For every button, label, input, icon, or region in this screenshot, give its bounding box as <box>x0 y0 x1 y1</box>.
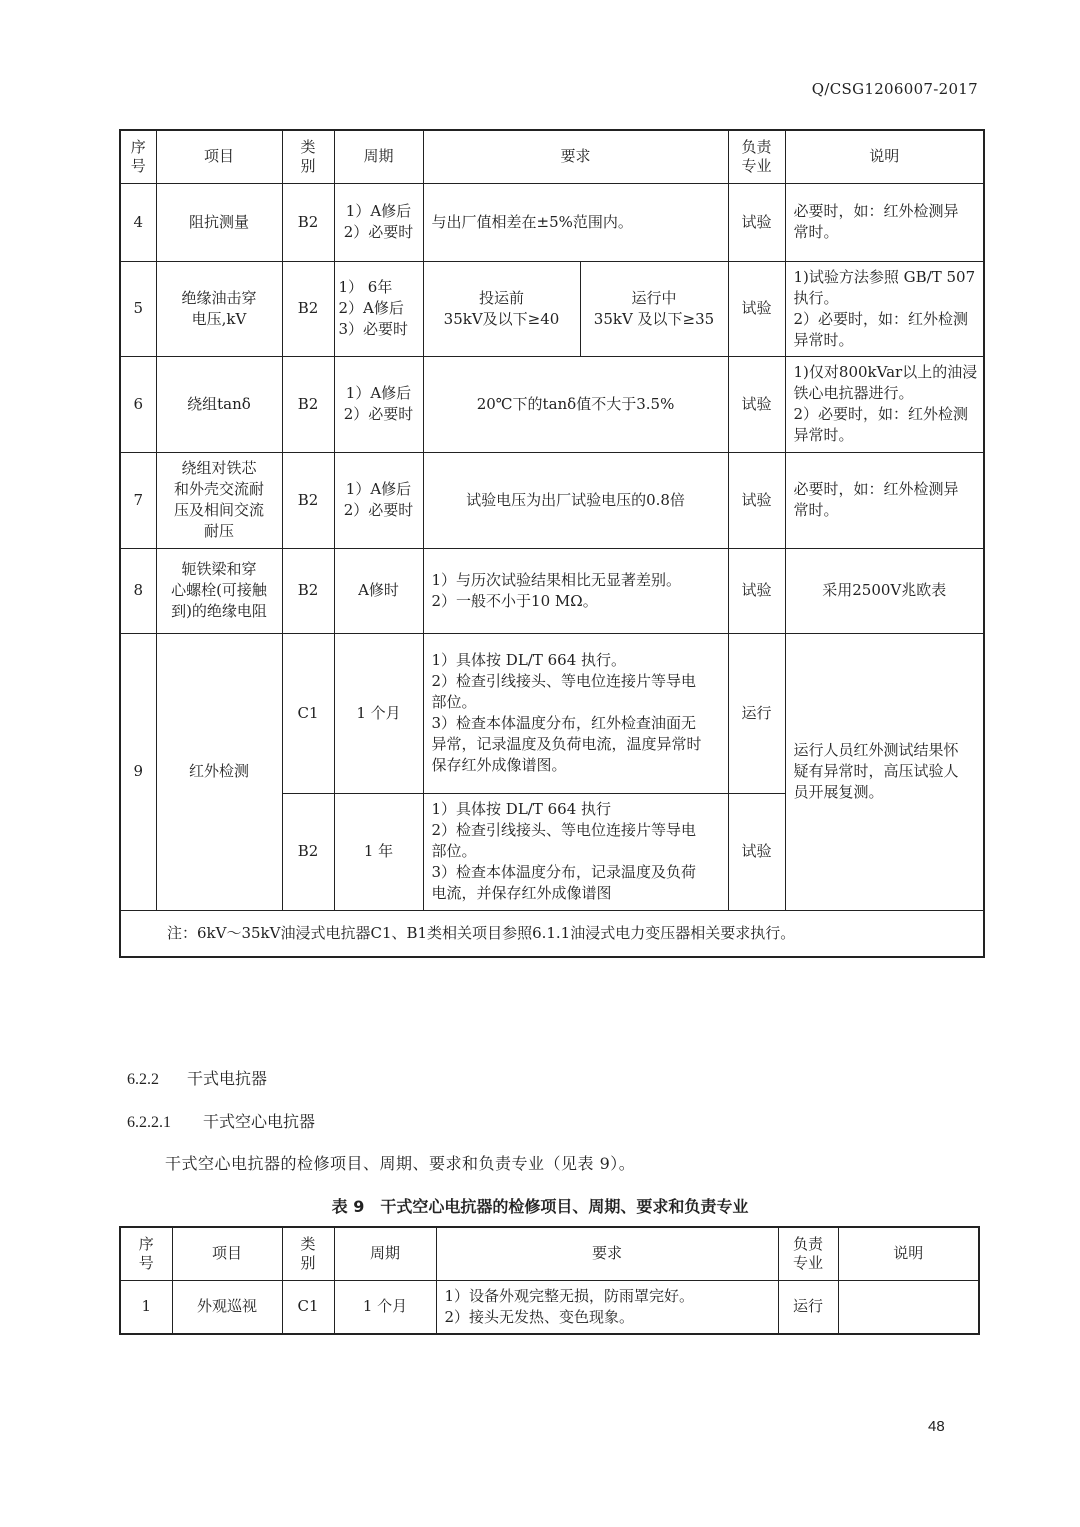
row-owner: 试验 <box>728 452 785 548</box>
row-requirement: 与出厂值相差在±5%范围内。 <box>423 183 728 261</box>
row-item: 外观巡视 <box>172 1280 282 1334</box>
table-row <box>120 183 984 261</box>
document-code: Q/CSG1206007-2017 <box>811 80 978 98</box>
table-row <box>120 452 984 548</box>
row-category: C1 <box>282 1280 334 1334</box>
header-item: 项目 <box>172 1227 282 1280</box>
row-period: 1 个月 <box>334 1280 436 1334</box>
row-seq: 9 <box>120 633 156 910</box>
body-paragraph: 干式空心电抗器的检修项目、周期、要求和负责专业（见表 9）。 <box>165 1154 636 1173</box>
row-requirement: 1）具体按 DL/T 664 执行。 2）检查引线接头、等电位连接片等导电 部位。 3）检查本体温度分布，红外检查油面无 异常，记录温度及负荷电流，温度异常时 保存红外成像谱图。 <box>423 633 728 793</box>
table-row <box>120 1280 979 1334</box>
table-row <box>120 356 984 452</box>
section-heading-6-2-2-1: 6.2.2.1 干式空心电抗器 <box>127 1112 316 1131</box>
row-period: 1 年 <box>334 793 423 910</box>
row-seq: 1 <box>120 1280 172 1334</box>
table-header-row <box>120 130 984 183</box>
header-period: 周期 <box>334 130 423 183</box>
row-item: 轭铁梁和穿 心螺栓(可接触 到)的绝缘电阻 <box>156 548 282 633</box>
row-period: 1）A修后 2）必要时 <box>334 183 423 261</box>
header-owner: 负责专业 <box>778 1227 838 1280</box>
header-period: 周期 <box>334 1227 436 1280</box>
row-note: 1)仅对800kVar以上的油浸 铁心电抗器进行。 2）必要时，如：红外检测 异常时。 <box>785 356 984 452</box>
table-row <box>120 633 984 793</box>
row-note <box>838 1280 979 1334</box>
row-period: 1）A修后 2）必要时 <box>334 356 423 452</box>
row-item: 绕组tanδ <box>156 356 282 452</box>
row-seq: 8 <box>120 548 156 633</box>
header-requirement: 要求 <box>423 130 728 183</box>
row-requirement: 20℃下的tanδ值不大于3.5% <box>423 356 728 452</box>
row-category: B2 <box>282 452 334 548</box>
row-note: 必要时，如：红外检测异 常时。 <box>785 183 984 261</box>
row-requirement: 1）具体按 DL/T 664 执行 2）检查引线接头、等电位连接片等导电 部位。 3）检查本体温度分布，记录温度及负荷 电流，并保存红外成像谱图 <box>423 793 728 910</box>
row-owner: 试验 <box>728 356 785 452</box>
row-requirement: 试验电压为出厂试验电压的0.8倍 <box>423 452 728 548</box>
row-period: 1） 6年 2）A修后 3）必要时 <box>334 261 423 356</box>
row-requirement: 1）设备外观完整无损，防雨罩完好。 2）接头无发热、变色现象。 <box>436 1280 778 1334</box>
row-period: A修时 <box>334 548 423 633</box>
table-row <box>120 261 984 356</box>
header-category: 类别 <box>282 1227 334 1280</box>
table-footnote: 注：6kV～35kV油浸式电抗器C1、B1类相关项目参照6.1.1油浸式电力变压器相关要求执行。 <box>120 910 984 957</box>
maintenance-table-dry-reactor <box>119 1226 980 1335</box>
header-seq: 序号 <box>120 1227 172 1280</box>
table-header-row <box>120 1227 979 1280</box>
row-seq: 7 <box>120 452 156 548</box>
row-category: B2 <box>282 793 334 910</box>
header-note: 说明 <box>838 1227 979 1280</box>
row-item: 红外检测 <box>156 633 282 910</box>
maintenance-table-reactor-oil <box>119 129 985 958</box>
row-owner: 试验 <box>728 261 785 356</box>
row-category: B2 <box>282 261 334 356</box>
header-seq: 序号 <box>120 130 156 183</box>
row-seq: 5 <box>120 261 156 356</box>
table-footnote-row <box>120 910 984 957</box>
row-owner: 试验 <box>728 793 785 910</box>
row-note: 运行人员红外测试结果怀 疑有异常时，高压试验人 员开展复测。 <box>785 633 984 910</box>
row-period: 1）A修后 2）必要时 <box>334 452 423 548</box>
row-seq: 4 <box>120 183 156 261</box>
row-item: 绕组对铁芯 和外壳交流耐 压及相间交流 耐压 <box>156 452 282 548</box>
row-category: C1 <box>282 633 334 793</box>
row-note: 1)试验方法参照 GB/T 507 执行。 2）必要时，如：红外检测 异常时。 <box>785 261 984 356</box>
row-item: 绝缘油击穿 电压,kV <box>156 261 282 356</box>
row-requirement-in-operation: 运行中 35kV 及以下≥35 <box>580 261 728 356</box>
row-requirement-before-operation: 投运前 35kV及以下≥40 <box>423 261 580 356</box>
row-seq: 6 <box>120 356 156 452</box>
row-requirement: 1）与历次试验结果相比无显著差别。 2）一般不小于10 MΩ。 <box>423 548 728 633</box>
row-owner: 运行 <box>728 633 785 793</box>
header-owner: 负责专业 <box>728 130 785 183</box>
row-item: 阻抗测量 <box>156 183 282 261</box>
page-number: 48 <box>928 1418 945 1435</box>
row-note: 采用2500V兆欧表 <box>785 548 984 633</box>
row-owner: 试验 <box>728 548 785 633</box>
row-category: B2 <box>282 548 334 633</box>
row-owner: 试验 <box>728 183 785 261</box>
row-period: 1 个月 <box>334 633 423 793</box>
row-note: 必要时，如：红外检测异 常时。 <box>785 452 984 548</box>
header-item: 项目 <box>156 130 282 183</box>
row-owner: 运行 <box>778 1280 838 1334</box>
section-heading-6-2-2: 6.2.2 干式电抗器 <box>127 1069 268 1088</box>
row-category: B2 <box>282 356 334 452</box>
table-row <box>120 548 984 633</box>
table-caption: 表 9 干式空心电抗器的检修项目、周期、要求和负责专业 <box>331 1197 749 1216</box>
header-note: 说明 <box>785 130 984 183</box>
row-category: B2 <box>282 183 334 261</box>
header-requirement: 要求 <box>436 1227 778 1280</box>
header-category: 类别 <box>282 130 334 183</box>
